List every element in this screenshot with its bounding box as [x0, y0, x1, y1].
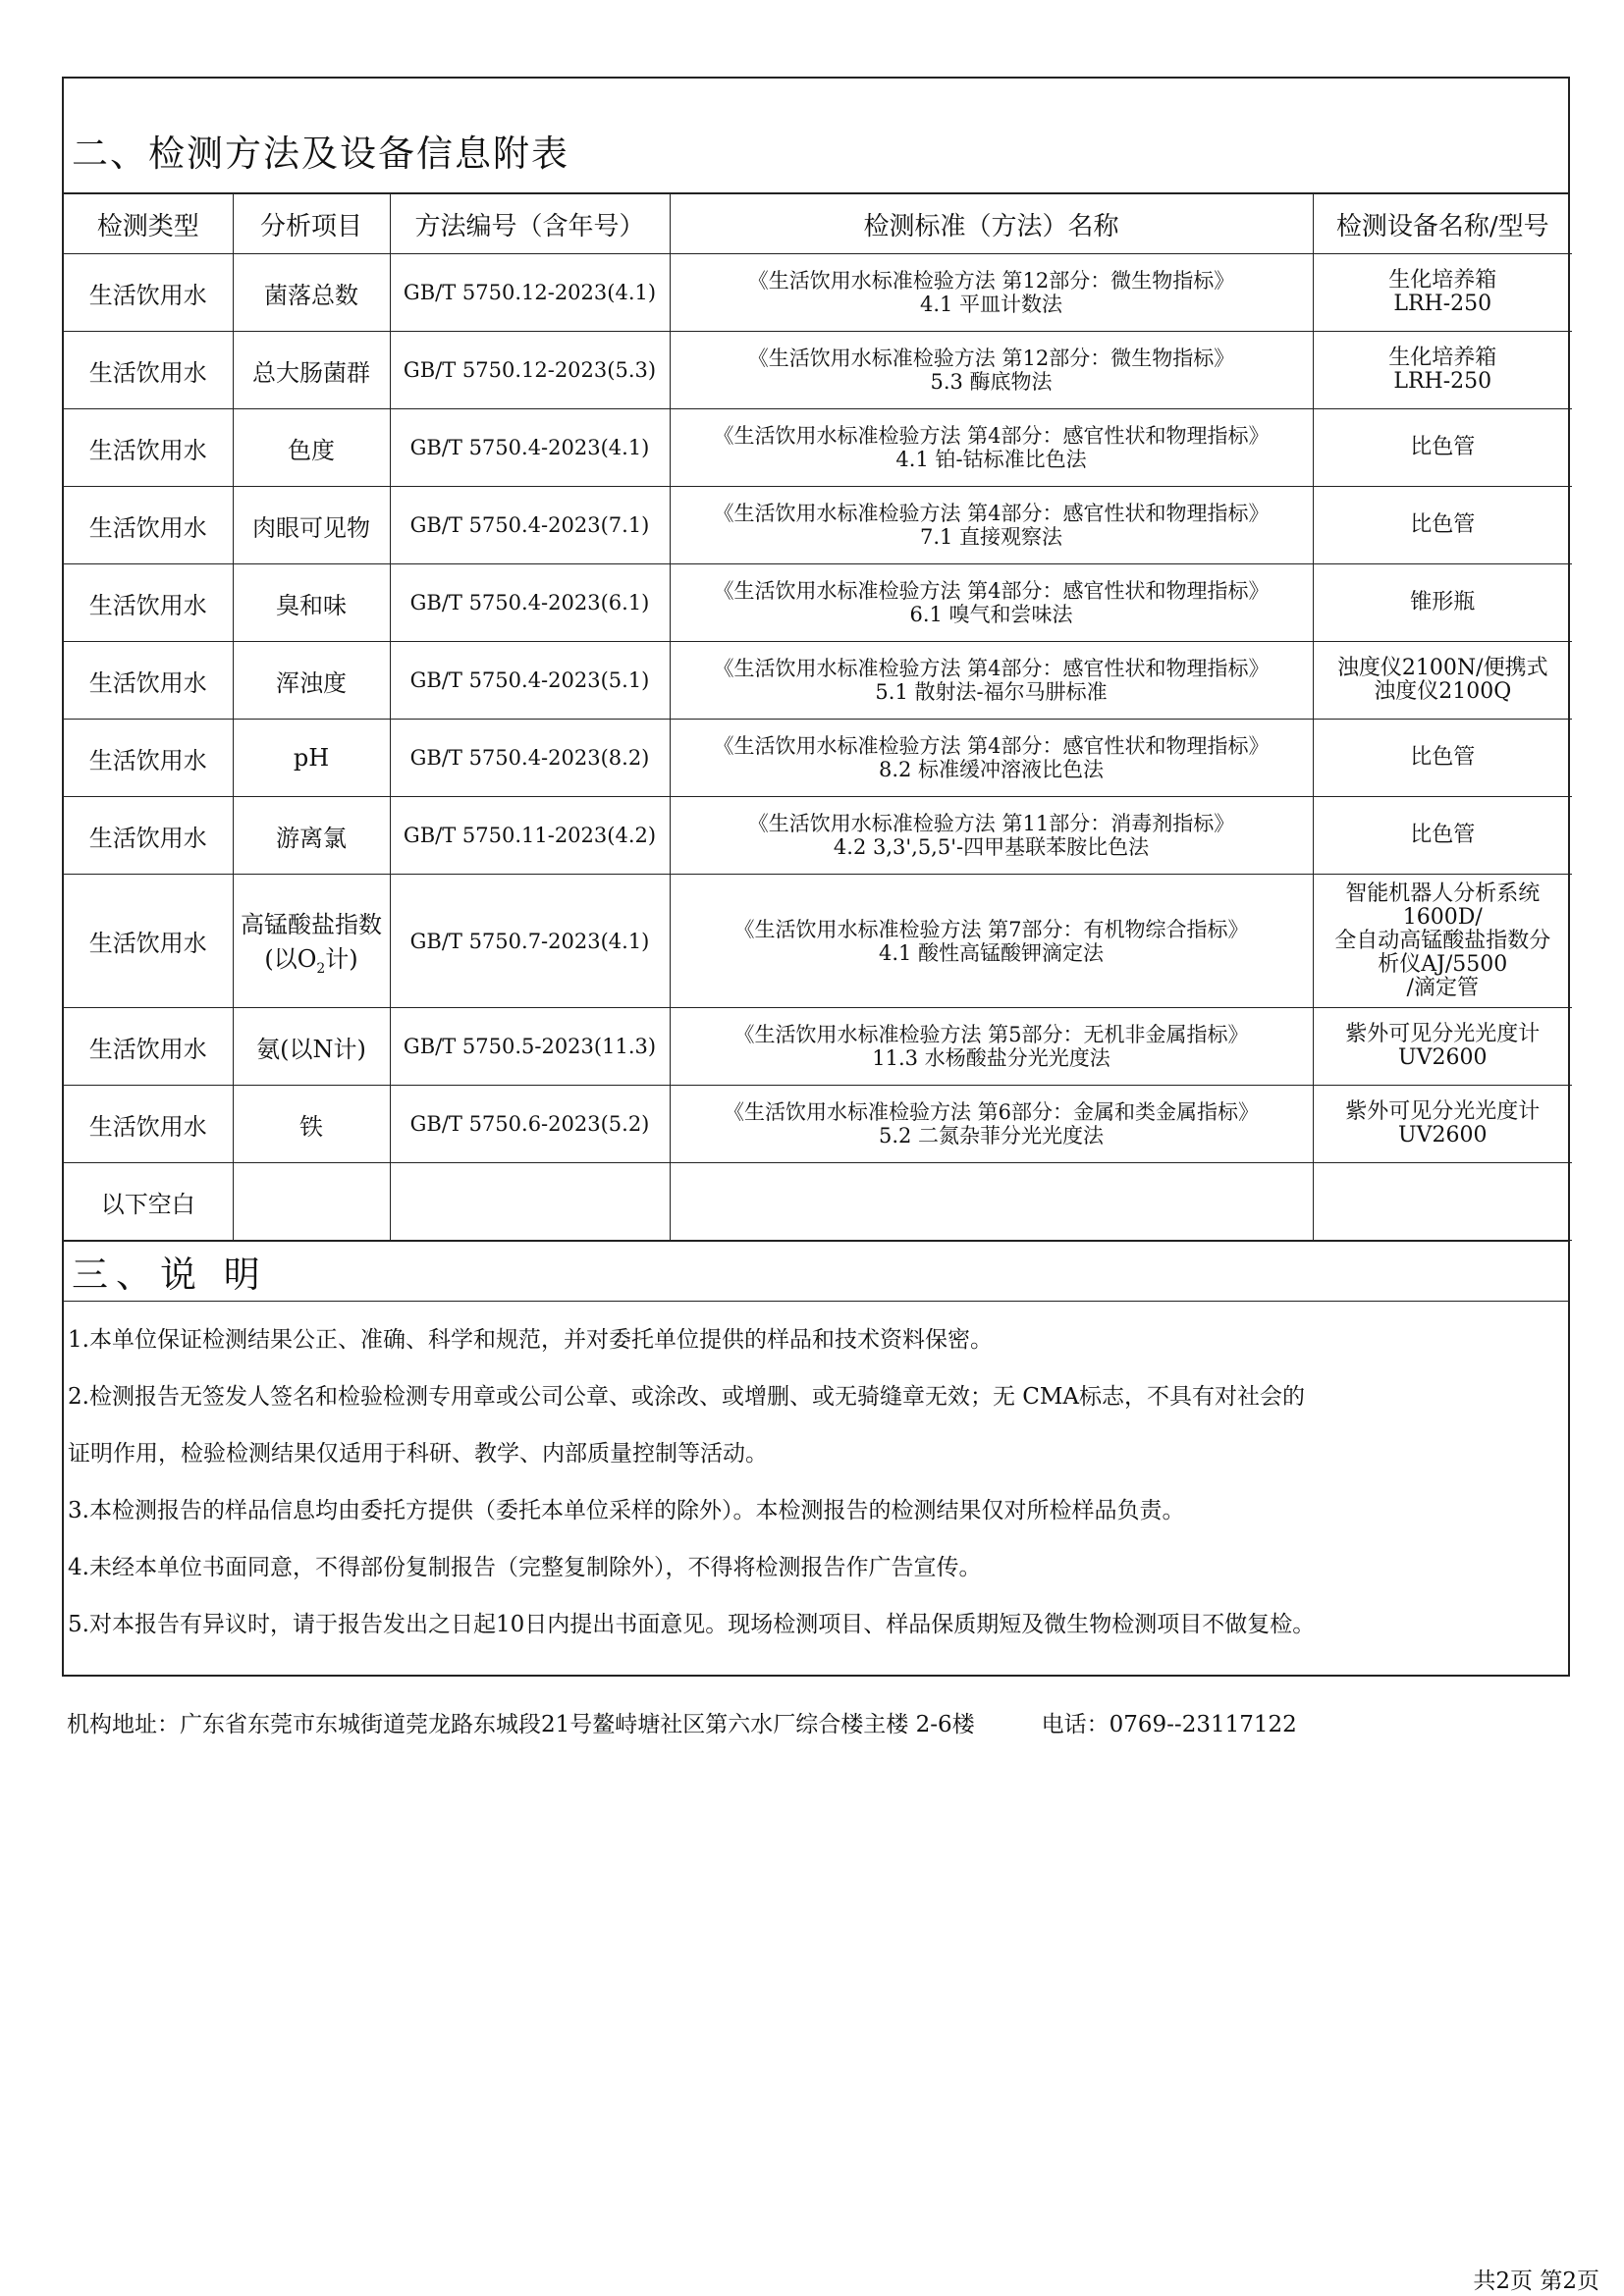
- equipment-cell: 浊度仪2100N/便携式 浊度仪2100Q: [1313, 642, 1572, 720]
- category-cell: 生活饮用水: [64, 487, 233, 564]
- header-item: 分析项目: [233, 194, 390, 254]
- table-row: [64, 254, 1572, 332]
- table-row: [64, 875, 1572, 1008]
- table-row: [64, 487, 1572, 564]
- empty-cell: [390, 1163, 670, 1241]
- section-2-title: 二、检测方法及设备信息附表: [64, 79, 1568, 194]
- table-row: [64, 332, 1572, 409]
- category-cell: 生活饮用水: [64, 332, 233, 409]
- equipment-cell: 比色管: [1313, 487, 1572, 564]
- note-line: 2.检测报告无签发人签名和检验检测专用章或公司公章、或涂改、或增删、或无骑缝章无效；无 CMA标志，不具有对社会的: [68, 1384, 1306, 1410]
- standard-cell: 《生活饮用水标准检验方法 第12部分：微生物指标》 4.1 平皿计数法: [670, 254, 1313, 332]
- equipment-cell: 比色管: [1313, 797, 1572, 875]
- standard-cell: 《生活饮用水标准检验方法 第12部分：微生物指标》 5.3 酶底物法: [670, 332, 1313, 409]
- notes-list: [64, 1302, 1568, 1675]
- item-cell: 游离氯: [233, 797, 390, 875]
- footer-phone: 电话：0769--23117122: [1041, 1712, 1297, 1737]
- category-cell: 生活饮用水: [64, 720, 233, 797]
- table-row: [64, 1086, 1572, 1163]
- report-frame: [62, 77, 1570, 1677]
- equipment-cell: 紫外可见分光光度计 UV2600: [1313, 1008, 1572, 1086]
- standard-cell: 《生活饮用水标准检验方法 第4部分：感官性状和物理指标》 6.1 嗅气和尝味法: [670, 564, 1313, 642]
- empty-cell: [233, 1163, 390, 1241]
- item-cell: 菌落总数: [233, 254, 390, 332]
- category-cell: 生活饮用水: [64, 564, 233, 642]
- footer-address: 机构地址：广东省东莞市东城街道莞龙路东城段21号鳌峙塘社区第六水厂综合楼主楼 2-6楼: [67, 1712, 975, 1737]
- standard-cell: 《生活饮用水标准检验方法 第4部分：感官性状和物理指标》 8.2 标准缓冲溶液比色法: [670, 720, 1313, 797]
- blank-label-cell: 以下空白: [64, 1163, 233, 1241]
- empty-cell: [1313, 1163, 1572, 1241]
- header-category: 检测类型: [64, 194, 233, 254]
- standard-cell: 《生活饮用水标准检验方法 第4部分：感官性状和物理指标》 4.1 铂-钴标准比色法: [670, 409, 1313, 487]
- section-3-title: 三、说 明: [64, 1241, 1568, 1302]
- note-line: 3.本检测报告的样品信息均由委托方提供（委托本单位采样的除外）。本检测报告的检测结果仅对所检样品负责。: [68, 1498, 1185, 1523]
- item-cell: 氨(以N计): [233, 1008, 390, 1086]
- category-cell: 生活饮用水: [64, 409, 233, 487]
- note-line: 1.本单位保证检测结果公正、准确、科学和规范，并对委托单位提供的样品和技术资料保密。: [68, 1327, 993, 1353]
- method-code-cell: GB/T 5750.11-2023(4.2): [390, 797, 670, 875]
- header-method-code: 方法编号（含年号）: [390, 194, 670, 254]
- equipment-cell: 紫外可见分光光度计 UV2600: [1313, 1086, 1572, 1163]
- method-code-cell: GB/T 5750.6-2023(5.2): [390, 1086, 670, 1163]
- table-row: [64, 720, 1572, 797]
- method-code-cell: GB/T 5750.5-2023(11.3): [390, 1008, 670, 1086]
- category-cell: 生活饮用水: [64, 875, 233, 1008]
- method-code-cell: GB/T 5750.4-2023(4.1): [390, 409, 670, 487]
- item-cell: 总大肠菌群: [233, 332, 390, 409]
- item-cell: 臭和味: [233, 564, 390, 642]
- item-cell: pH: [233, 720, 390, 797]
- method-equipment-table: [64, 194, 1572, 1241]
- table-row: [64, 797, 1572, 875]
- equipment-cell: 生化培养箱 LRH-250: [1313, 254, 1572, 332]
- item-cell: 浑浊度: [233, 642, 390, 720]
- category-cell: 生活饮用水: [64, 254, 233, 332]
- footer: [67, 1706, 1297, 1738]
- method-code-cell: GB/T 5750.4-2023(5.1): [390, 642, 670, 720]
- standard-cell: 《生活饮用水标准检验方法 第4部分：感官性状和物理指标》 7.1 直接观察法: [670, 487, 1313, 564]
- method-code-cell: GB/T 5750.12-2023(4.1): [390, 254, 670, 332]
- standard-cell: 《生活饮用水标准检验方法 第7部分：有机物综合指标》 4.1 酸性高锰酸钾滴定法: [670, 875, 1313, 1008]
- item-cell: 高锰酸盐指数 (以$O_2$计): [233, 875, 390, 1008]
- category-cell: 生活饮用水: [64, 1086, 233, 1163]
- empty-cell: [670, 1163, 1313, 1241]
- item-cell: 肉眼可见物: [233, 487, 390, 564]
- header-standard-name: 检测标准（方法）名称: [670, 194, 1313, 254]
- equipment-cell: 比色管: [1313, 409, 1572, 487]
- table-row: [64, 409, 1572, 487]
- method-code-cell: GB/T 5750.4-2023(6.1): [390, 564, 670, 642]
- equipment-cell: 智能机器人分析系统 1600D/ 全自动高锰酸盐指数分 析仪AJ/5500 /滴定管: [1313, 875, 1572, 1008]
- method-code-cell: GB/T 5750.7-2023(4.1): [390, 875, 670, 1008]
- method-code-cell: GB/T 5750.4-2023(7.1): [390, 487, 670, 564]
- category-cell: 生活饮用水: [64, 642, 233, 720]
- method-code-cell: GB/T 5750.4-2023(8.2): [390, 720, 670, 797]
- standard-cell: 《生活饮用水标准检验方法 第4部分：感官性状和物理指标》 5.1 散射法-福尔马肼标准: [670, 642, 1313, 720]
- page-number: 共2页 第2页: [1473, 2269, 1599, 2294]
- table-row: [64, 1008, 1572, 1086]
- standard-cell: 《生活饮用水标准检验方法 第11部分：消毒剂指标》 4.2 3,3',5,5'-四甲基联苯胺比色法: [670, 797, 1313, 875]
- equipment-cell: 生化培养箱 LRH-250: [1313, 332, 1572, 409]
- item-cell: 色度: [233, 409, 390, 487]
- standard-cell: 《生活饮用水标准检验方法 第6部分：金属和类金属指标》 5.2 二氮杂菲分光光度法: [670, 1086, 1313, 1163]
- table-row: [64, 642, 1572, 720]
- table-row-blank: [64, 1163, 1572, 1241]
- item-cell: 铁: [233, 1086, 390, 1163]
- table-row: [64, 564, 1572, 642]
- equipment-cell: 锥形瓶: [1313, 564, 1572, 642]
- table-header-row: [64, 194, 1572, 254]
- category-cell: 生活饮用水: [64, 1008, 233, 1086]
- note-line: 证明作用，检验检测结果仅适用于科研、教学、内部质量控制等活动。: [68, 1441, 768, 1467]
- header-equipment: 检测设备名称/型号: [1313, 194, 1572, 254]
- note-line: 5.对本报告有异议时，请于报告发出之日起10日内提出书面意见。现场检测项目、样品保质期短及微生物检测项目不做复检。: [68, 1612, 1316, 1637]
- equipment-cell: 比色管: [1313, 720, 1572, 797]
- category-cell: 生活饮用水: [64, 797, 233, 875]
- standard-cell: 《生活饮用水标准检验方法 第5部分：无机非金属指标》 11.3 水杨酸盐分光光度法: [670, 1008, 1313, 1086]
- note-line: 4.未经本单位书面同意，不得部份复制报告（完整复制除外），不得将检测报告作广告宣传。: [68, 1555, 982, 1580]
- method-code-cell: GB/T 5750.12-2023(5.3): [390, 332, 670, 409]
